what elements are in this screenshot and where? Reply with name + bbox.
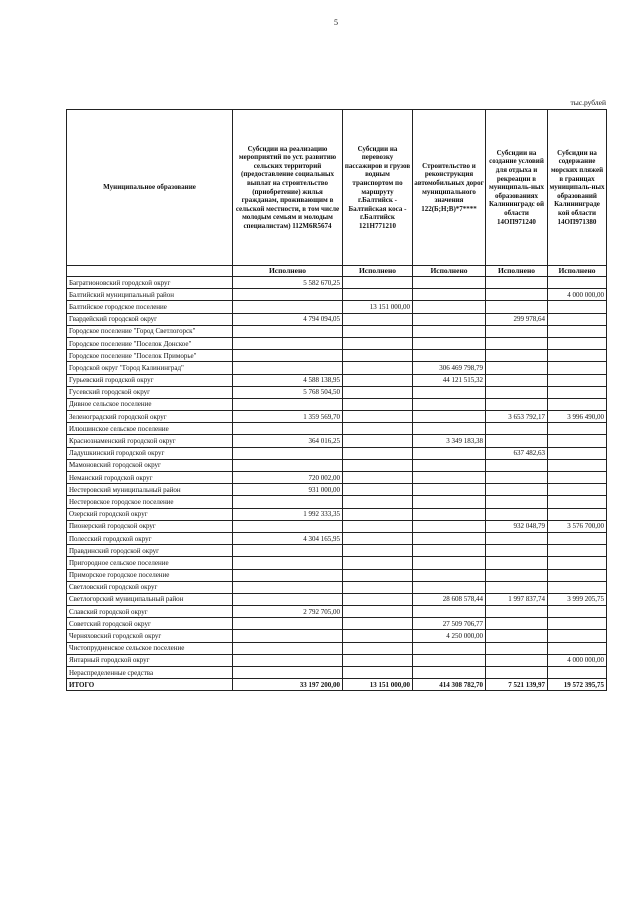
municipality-cell: Гурьевский городской округ [67,374,233,386]
municipality-cell: Нераспределенные средства [67,667,233,679]
municipality-cell: Правдинский городской округ [67,545,233,557]
table-row [67,459,607,471]
table-row [67,301,607,313]
amount-cell [413,569,486,581]
amount-cell: 3 996 490,00 [548,411,607,423]
amount-cell: 4 794 094,05 [233,313,343,325]
table-row [67,313,607,325]
amount-cell [486,484,548,496]
amount-cell [413,545,486,557]
table-row [67,411,607,423]
amount-cell [486,301,548,313]
municipality-cell: Городское поселение "Поселок Приморье" [67,350,233,362]
amount-cell [486,277,548,289]
amount-cell [548,313,607,325]
amount-cell [548,569,607,581]
amount-cell [343,630,413,642]
amount-cell: 1 359 569,70 [233,411,343,423]
municipality-cell: Илюшинское сельское поселение [67,423,233,435]
amount-cell [548,606,607,618]
amount-cell [486,630,548,642]
municipality-cell: Нестеровский муниципальный район [67,484,233,496]
amount-cell [343,337,413,349]
amount-cell [343,484,413,496]
table-row [67,654,607,666]
column-header-water-transport: Субсидии на перевозку пассажиров и грузов водным транспортом по маршруту г.Балтийск - Балтийская коса - г.Балтийск 121Н771210 [343,110,413,266]
table-row [67,277,607,289]
table-row [67,386,607,398]
amount-cell: 932 048,79 [486,520,548,532]
amount-cell [486,606,548,618]
amount-cell [486,337,548,349]
amount-cell [343,557,413,569]
amount-cell [413,508,486,520]
amount-cell [486,532,548,544]
amount-cell [413,667,486,679]
amount-cell [233,654,343,666]
status-row [67,266,607,277]
amount-cell [548,472,607,484]
amount-cell [486,581,548,593]
municipality-cell: Полесский городской округ [67,532,233,544]
amount-cell [486,667,548,679]
amount-cell [343,459,413,471]
municipality-cell: Краснознаменский городской округ [67,435,233,447]
municipality-cell: Дивное сельское поселение [67,398,233,410]
amount-cell [548,667,607,679]
amount-cell [413,423,486,435]
amount-cell [233,618,343,630]
table-row [67,374,607,386]
table-row [67,325,607,337]
amount-cell [233,581,343,593]
amount-cell [343,411,413,423]
status-cell: Исполнено [486,266,548,277]
amount-cell [343,532,413,544]
amount-cell [413,386,486,398]
amount-cell: 4 250 000,00 [413,630,486,642]
amount-cell: 4 000 000,00 [548,289,607,301]
amount-cell [548,532,607,544]
table-body [67,277,607,691]
amount-cell [548,545,607,557]
amount-cell [343,520,413,532]
amount-cell [343,277,413,289]
table-row [67,350,607,362]
amount-cell [413,496,486,508]
amount-cell [548,374,607,386]
amount-cell [486,642,548,654]
amount-cell [486,508,548,520]
status-cell [67,266,233,277]
status-cell: Исполнено [413,266,486,277]
amount-cell [548,642,607,654]
municipality-cell: Гвардейский городской округ [67,313,233,325]
amount-cell [343,350,413,362]
amount-cell: 7 521 139,97 [486,679,548,691]
amount-cell: 5 768 504,50 [233,386,343,398]
municipality-cell: Чистопрудненское сельское поселение [67,642,233,654]
amount-cell [548,496,607,508]
amount-cell [413,484,486,496]
municipality-cell: Балтийский муниципальный район [67,289,233,301]
amount-cell [486,398,548,410]
amount-cell [343,447,413,459]
amount-cell [343,569,413,581]
amount-cell [343,545,413,557]
amount-cell [486,545,548,557]
amount-cell [343,423,413,435]
amount-cell: 3 999 205,75 [548,593,607,605]
municipality-cell: ИТОГО [67,679,233,691]
table-row [67,423,607,435]
status-cell: Исполнено [343,266,413,277]
status-cell: Исполнено [548,266,607,277]
amount-cell: 19 572 395,75 [548,679,607,691]
amount-cell [233,642,343,654]
amount-cell [413,277,486,289]
amount-cell [548,325,607,337]
municipality-cell: Светловский городской округ [67,581,233,593]
amount-cell: 720 002,00 [233,472,343,484]
amount-cell: 3 576 700,00 [548,520,607,532]
amount-cell [548,386,607,398]
amount-cell [413,325,486,337]
municipality-cell: Нестеровское городское поселение [67,496,233,508]
amount-cell: 13 151 000,00 [343,679,413,691]
amount-cell [486,618,548,630]
amount-cell [233,325,343,337]
table-row [67,362,607,374]
amount-cell [343,435,413,447]
amount-cell: 3 349 183,38 [413,435,486,447]
amount-cell [413,337,486,349]
table-row [67,606,607,618]
amount-cell [548,557,607,569]
amount-cell [233,569,343,581]
amount-cell [233,667,343,679]
amount-cell [233,496,343,508]
amount-cell [343,313,413,325]
municipality-cell: Пионерский городской округ [67,520,233,532]
amount-cell: 44 121 515,32 [413,374,486,386]
column-header-recreation: Субсидии на создание условий для отдыха и рекреации в муниципаль-ных образованиях Калининградс ой области 14ОП971240 [486,110,548,266]
municipality-cell: Озерский городской округ [67,508,233,520]
amount-cell [343,667,413,679]
municipality-cell: Городское поселение "Город Светлогорск" [67,325,233,337]
table-row [67,593,607,605]
amount-cell [413,459,486,471]
table-row [67,630,607,642]
municipality-cell: Городской округ "Город Калининград" [67,362,233,374]
amount-cell [413,520,486,532]
amount-cell [343,325,413,337]
amount-cell [233,301,343,313]
amount-cell: 4 588 138,95 [233,374,343,386]
amount-cell: 1 997 837,74 [486,593,548,605]
amount-cell [413,642,486,654]
municipality-cell: Мамоновский городской округ [67,459,233,471]
amount-cell [233,398,343,410]
amount-cell [343,581,413,593]
table-row [67,569,607,581]
amount-cell [413,313,486,325]
amount-cell: 4 304 165,95 [233,532,343,544]
amount-cell [233,350,343,362]
table-row [67,447,607,459]
amount-cell [343,472,413,484]
amount-cell [548,459,607,471]
amount-cell [233,459,343,471]
table-header [67,110,607,277]
amount-cell [413,398,486,410]
status-cell: Исполнено [233,266,343,277]
amount-cell: 931 000,00 [233,484,343,496]
amount-cell [486,374,548,386]
table-row [67,496,607,508]
table-row [67,618,607,630]
amount-cell [343,398,413,410]
table-row [67,667,607,679]
amount-cell [233,447,343,459]
amount-cell [233,593,343,605]
amount-cell [486,423,548,435]
amount-cell [486,362,548,374]
amount-cell [343,289,413,301]
amount-cell [548,362,607,374]
amount-cell: 5 582 670,25 [233,277,343,289]
amount-cell: 1 992 333,35 [233,508,343,520]
amount-cell: 637 482,63 [486,447,548,459]
amount-cell: 2 792 705,00 [233,606,343,618]
amount-cell [233,557,343,569]
municipality-cell: Славский городской округ [67,606,233,618]
amount-cell [486,435,548,447]
table-row [67,484,607,496]
amount-cell [233,520,343,532]
amount-cell [343,508,413,520]
table-row [67,557,607,569]
total-row [67,679,607,691]
amount-cell [413,581,486,593]
amount-cell [343,362,413,374]
amount-cell [548,277,607,289]
column-header-municipality: Муниципальное образование [67,110,233,266]
amount-cell [413,532,486,544]
amount-cell: 364 016,25 [233,435,343,447]
amount-cell [486,654,548,666]
municipality-cell: Приморское городское поселение [67,569,233,581]
amount-cell [233,545,343,557]
amount-cell [343,496,413,508]
amount-cell [343,654,413,666]
amount-cell: 3 653 792,17 [486,411,548,423]
column-header-rural-housing: Субсидии на реализацию мероприятий по уст. развитию сельских территорий (предоставление социальных выплат на строительство (приобретение) жилья гражданам, проживающим в сельской местности, в том числе молодым семьям и молодым специалистам) 112М6R5674 [233,110,343,266]
municipality-cell: Багратионовский городской округ [67,277,233,289]
municipality-cell: Зеленоградский городской округ [67,411,233,423]
table-row [67,435,607,447]
amount-cell [548,423,607,435]
table-row [67,398,607,410]
table-row [67,289,607,301]
amount-cell [486,496,548,508]
amount-cell [343,374,413,386]
amount-cell: 299 978,64 [486,313,548,325]
municipality-cell: Гусевский городской округ [67,386,233,398]
units-label: тыс.рублей [570,98,606,107]
table-row [67,532,607,544]
amount-cell [548,337,607,349]
amount-cell [413,472,486,484]
table-row [67,642,607,654]
amount-cell [486,569,548,581]
amount-cell [343,593,413,605]
amount-cell [548,435,607,447]
table-row [67,337,607,349]
amount-cell [233,289,343,301]
amount-cell: 27 509 706,77 [413,618,486,630]
amount-cell [486,350,548,362]
amount-cell [413,606,486,618]
municipality-cell: Неманский городской округ [67,472,233,484]
amount-cell [548,350,607,362]
amount-cell [343,618,413,630]
table-row [67,520,607,532]
amount-cell [233,423,343,435]
amount-cell [343,386,413,398]
table-row [67,545,607,557]
amount-cell [413,411,486,423]
municipality-cell: Светлогорский муниципальный район [67,593,233,605]
amount-cell [413,350,486,362]
amount-cell [548,630,607,642]
amount-cell: 414 308 782,70 [413,679,486,691]
amount-cell [548,581,607,593]
amount-cell [233,362,343,374]
amount-cell [486,557,548,569]
amount-cell [343,642,413,654]
page-number: 5 [334,18,338,27]
amount-cell [486,472,548,484]
amount-cell [548,508,607,520]
table-row [67,508,607,520]
amount-cell [548,301,607,313]
column-header-beaches: Субсидии на содержание морских пляжей в границах муниципаль-ных образований Калининграде кой области 14ОП971380 [548,110,607,266]
amount-cell [486,459,548,471]
amount-cell [548,447,607,459]
municipality-cell: Балтийское городское поселение [67,301,233,313]
amount-cell: 33 197 200,00 [233,679,343,691]
amount-cell [343,606,413,618]
amount-cell [413,654,486,666]
amount-cell [413,447,486,459]
municipality-cell: Городское поселение "Поселок Донское" [67,337,233,349]
amount-cell [413,289,486,301]
municipality-cell: Ладушкинский городской округ [67,447,233,459]
amount-cell [548,484,607,496]
table-row [67,581,607,593]
amount-cell [413,557,486,569]
amount-cell [548,618,607,630]
municipality-cell: Пригородное сельское поселение [67,557,233,569]
subsidy-table [66,109,607,691]
amount-cell [486,289,548,301]
table-row [67,472,607,484]
amount-cell: 4 000 000,00 [548,654,607,666]
amount-cell: 28 608 578,44 [413,593,486,605]
amount-cell [233,630,343,642]
municipality-cell: Янтарный городской округ [67,654,233,666]
amount-cell [548,398,607,410]
column-header-roads: Строительство и реконструкция автомобильных дорог муниципального значения 122(Б;Н;В)*7**** [413,110,486,266]
amount-cell: 306 469 798,79 [413,362,486,374]
municipality-cell: Черняховский городской округ [67,630,233,642]
municipality-cell: Советский городской округ [67,618,233,630]
amount-cell [486,325,548,337]
amount-cell [233,337,343,349]
amount-cell [486,386,548,398]
amount-cell: 13 151 000,00 [343,301,413,313]
amount-cell [413,301,486,313]
